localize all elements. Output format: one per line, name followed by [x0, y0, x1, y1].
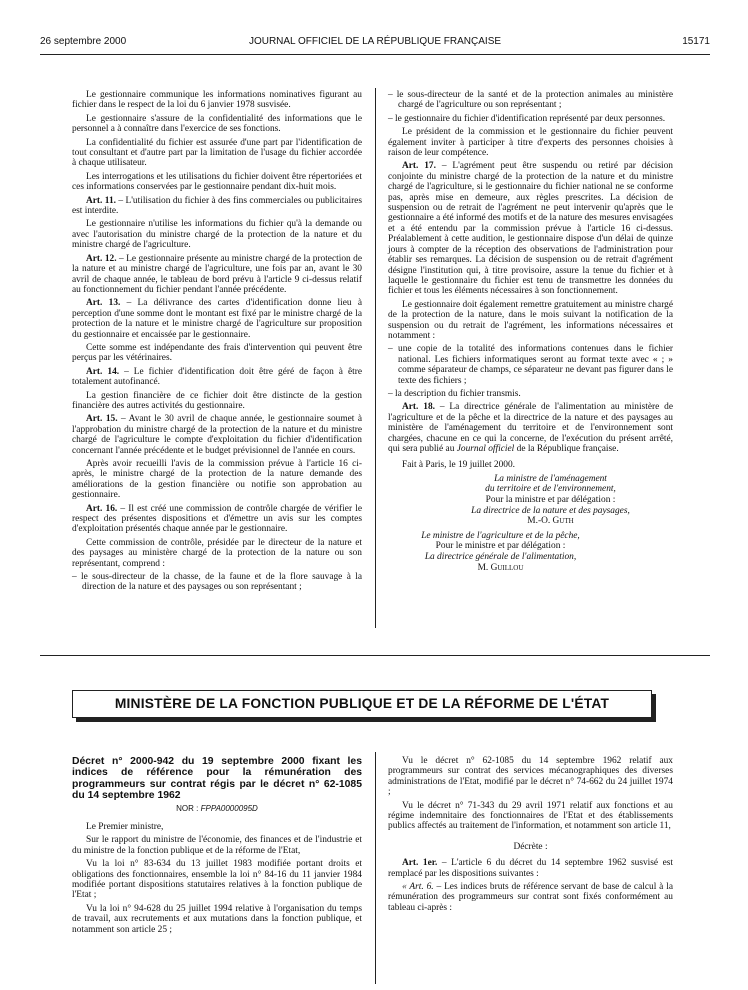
journal-name: Journal officiel — [456, 444, 515, 454]
paragraph: Les interrogations et les utilisations du fichier doivent être répertoriées et ces informations conservées par le gestionnaire pendant dix-huit mois. — [72, 171, 362, 193]
decree-right-column — [388, 756, 673, 916]
article-13 — [72, 298, 362, 340]
signature-block-1 — [388, 474, 673, 527]
signature-name: M.-O. Guth — [527, 516, 574, 527]
right-column — [388, 90, 673, 573]
paragraph: Le président de la commission et le gestionnaire du fichier peuvent également inviter à participer à titre d'experts des personnes choisies à raison de leur compétence. — [388, 127, 673, 159]
signature-line: Le ministre de l'agriculture et de la pêche, — [421, 530, 580, 541]
article-text: – L'agrément peut être suspendu ou retiré par décision conjointe du ministre chargé de la protection de la nature et du ministre chargé de l'agriculture, si le gestionnaire du fichier national ne se conforme pas, après mise en demeure, aux règles prescrites. La décision de suspension ou de retrait de l'agrément ne peut intervenir qu'après que le gestionnaire a été informé des motifs et de la nature des mesures envisagées et a été entendu par la commission prévue à l'article 16 ci-dessus. Préalablement à cette audition, le gestionnaire dispose d'un délai de quinze jours à compter de la réception des observations de l'administration pour établir ses remarques. La décision de suspension ou de retrait d'agrément désigne l'institution qui, à titre provisoire, assure la tenue du fichier et à laquelle le gestionnaire du fichier est tenu de transmettre les données du fichier et tous les éléments nécessaires à son fonctionnement. — [388, 161, 673, 297]
done-at: Fait à Paris, le 19 juillet 2000. — [402, 460, 516, 471]
article-18 — [388, 402, 673, 454]
left-column — [72, 90, 362, 596]
article-11 — [72, 196, 362, 217]
article-label: Art. 14. — [86, 366, 120, 377]
list-item: – le sous-directeur de la chasse, de la faune et de la flore sauvage à la direction de la nature et des paysages ou son représentant ; — [72, 572, 362, 593]
signature-block-2 — [388, 531, 673, 573]
article-text: – Il est créé une commission de contrôle chargée de vérifier le respect des présentes dispositions et d'émettre un avis sur les comptes d'exploitation présentés chaque année par le gestionnaire. — [72, 503, 362, 535]
paragraph: Vu le décret n° 71-343 du 29 avril 1971 relatif aux fonctions et au régime indemnitaire des fonctionnaires de l'Etat et des établissements publics affectés au traitement de l'information, et notamment son article 11, — [388, 800, 673, 832]
article-17 — [388, 161, 673, 296]
paragraph: Le gestionnaire n'utilise les informations du fichier qu'à la demande ou avec l'autorisation du ministre chargé de la protection de la nature et du ministre chargé de l'agriculture. — [72, 219, 362, 251]
article-label: Art. 16. — [86, 503, 118, 514]
article-16 — [72, 504, 362, 535]
nor-label: NOR : — [176, 803, 201, 813]
paragraph: Cette somme est indépendante des frais d'intervention qui peuvent être perçus par les vétérinaires. — [72, 342, 362, 364]
signature-line: du territoire et de l'environnement, — [485, 484, 616, 495]
page-header — [40, 36, 710, 52]
paragraph: Vu la loi n° 94-628 du 25 juillet 1994 relative à l'organisation du temps de travail, aux recrutements et aux mutations dans la fonction publique, et notamment son article 25 ; — [72, 903, 362, 935]
article-label: Art. 13. — [86, 298, 121, 309]
paragraph: Le Premier ministre, — [86, 822, 164, 833]
article-label: Art. 18. — [402, 402, 435, 413]
signature-name: M. Guillou — [477, 562, 524, 573]
article-text: – La délivrance des cartes d'identification donne lieu à perception d'une somme dont le montant est fixé par le ministre chargé de la protection de la nature et le ministre chargé de l'agriculture sur proposition du gestionnaire et encaissée par le gestionnaire. — [72, 298, 362, 340]
signature-line: La ministre de l'aménagement — [494, 473, 607, 484]
header-rule — [40, 54, 710, 55]
article-text: – La directrice générale de l'alimentation au ministère de l'agriculture et de la pêche et la directrice de la nature et des paysages au ministère de l'aménagement du territoire et de l'environnement sont chargées, chacune en ce qui la concerne, de l'exécution du présent arrêté, qui sera publié au — [388, 402, 673, 454]
paragraph: Vu le décret n° 62-1085 du 14 septembre 1962 relatif aux programmeurs sur contrat des services mécanographiques des diverses administrations de l'Etat, modifié par le décret n° 74-662 du 24 juillet 1974 ; — [388, 756, 673, 798]
article-text: – L'utilisation du fichier à des fins commerciales ou publicitaires est interdite. — [72, 195, 362, 217]
signature-line: La directrice de la nature et des paysages, — [471, 505, 630, 516]
article-text: – Les indices bruts de référence servant de base de calcul à la rémunération des programmeurs sur contrat sont fixés conformément au tableau ci-après : — [388, 882, 673, 913]
list-item: – une copie de la totalité des informations contenues dans le fichier national. Les fichiers informatiques seront au format texte avec « ; » comme séparateur de champs, ce séparateur ne devant pas figurer dans le texte des fichiers ; — [388, 344, 673, 386]
article-text: – Le fichier d'identification doit être géré de façon à être totalement autofinancé. — [72, 366, 362, 388]
signature-line: La directrice générale de l'alimentation, — [424, 551, 577, 562]
article-text: – Le gestionnaire présente au ministre chargé de la protection de la nature et au ministre chargé de l'agriculture, une fois par an, avant le 30 avril de chaque année, le tableau de bord prévu à l'article 9 ci-dessus relatif au fonctionnement du fichier pendant l'année précédente. — [72, 253, 363, 295]
header-date: 26 septembre 2000 — [40, 36, 127, 47]
decree-title: Décret n° 2000-942 du 19 septembre 2000 fixant les indices de référence pour la rémunération des programmeurs sur contrat régis par le décret n° 62-1085 du 14 septembre 1962 — [72, 756, 362, 802]
article-12 — [72, 254, 362, 296]
article-14 — [72, 367, 362, 388]
signature-line: Pour la ministre et par délégation : — [485, 495, 616, 505]
decree-left-column — [72, 756, 362, 938]
article-label: Art. 12. — [86, 253, 117, 264]
article-15 — [72, 414, 362, 456]
nor-reference — [72, 804, 362, 814]
list-item: – le sous-directeur de la santé et de la protection animales au ministère chargé de l'agriculture ou son représentant ; — [388, 90, 673, 111]
header-journal-title: JOURNAL OFFICIEL DE LA RÉPUBLIQUE FRANÇAISE — [248, 36, 502, 47]
article-6 — [388, 882, 673, 913]
article-label: Art. 11. — [86, 195, 117, 206]
article-label: Art. 1er. — [402, 858, 438, 869]
paragraph: La gestion financière de ce fichier doit être distincte de la gestion financière des autres activités du gestionnaire. — [72, 390, 362, 411]
article-label: Art. 17. — [402, 161, 436, 172]
paragraph: Le gestionnaire s'assure de la confidentialité des informations que le personnel a à connaître dans l'exercice de ses fonctions. — [72, 113, 362, 135]
list-item: – la description du fichier transmis. — [388, 388, 521, 399]
article-label: Art. 15. — [86, 414, 118, 425]
article-text: – L'article 6 du décret du 14 septembre 1962 susvisé est remplacé par les dispositions suivantes : — [388, 858, 673, 879]
column-divider-top — [375, 88, 376, 628]
paragraph: Le gestionnaire doit également remettre gratuitement au ministre chargé de la protection de la nature, dans le mois suivant la notification de la suspension ou du retrait de l'agrément, les informations nécessaires et notamment : — [388, 299, 673, 341]
article-1 — [388, 858, 673, 879]
article-text-end: de la République française. — [514, 444, 619, 454]
decrete-heading: Décrète : — [513, 841, 548, 852]
list-item: – le gestionnaire du fichier d'identification représenté par deux personnes. — [388, 113, 666, 124]
signature-line: Pour le ministre et par délégation : — [435, 541, 566, 552]
paragraph: Après avoir recueilli l'avis de la commission prévue à l'article 16 ci-après, le ministre chargé de la protection de la nature demande des améliorations de la gestion financière ou notifie son approbation au gestionnaire. — [72, 459, 362, 501]
paragraph: Vu la loi n° 83-634 du 13 juillet 1983 modifiée portant droits et obligations des fonctionnaires, ensemble la loi n° 84-16 du 11 janvier 1984 modifiée portant dispositions statutaires relatives à la fonction publique de l'Etat ; — [72, 859, 362, 901]
column-divider-bottom — [375, 752, 376, 984]
nor-value: FPPA0000095D — [200, 803, 258, 813]
article-text: – Avant le 30 avril de chaque année, le gestionnaire soumet à l'approbation du ministre chargé de la protection de la nature et du ministre chargé de l'agriculture le compte d'exploitation du fichier d'identification concernant l'année précédente et le budget prévisionnel de l'année en cours. — [72, 414, 362, 456]
ministry-heading: MINISTÈRE DE LA FONCTION PUBLIQUE ET DE LA RÉFORME DE L'ÉTAT — [72, 690, 652, 718]
paragraph: La confidentialité du fichier est assurée d'une part par l'identification de tout consultant et d'autre part par la limitation de l'usage du fichier accordée à chaque utilisateur. — [72, 137, 362, 169]
header-page-number: 15171 — [682, 36, 710, 47]
paragraph: Sur le rapport du ministre de l'économie, des finances et de l'industrie et du ministre de la fonction publique et de la réforme de l'Etat, — [72, 835, 362, 856]
paragraph: Le gestionnaire communique les informations nominatives figurant au fichier dans le respect de la loi du 6 janvier 1978 susvisée. — [72, 90, 362, 111]
article-label: « Art. 6. — [402, 882, 434, 893]
section-rule — [40, 655, 710, 656]
paragraph: Cette commission de contrôle, présidée par le directeur de la nature et des paysages au ministère chargé de la protection de la nature ou son représentant, comprend : — [72, 537, 362, 569]
